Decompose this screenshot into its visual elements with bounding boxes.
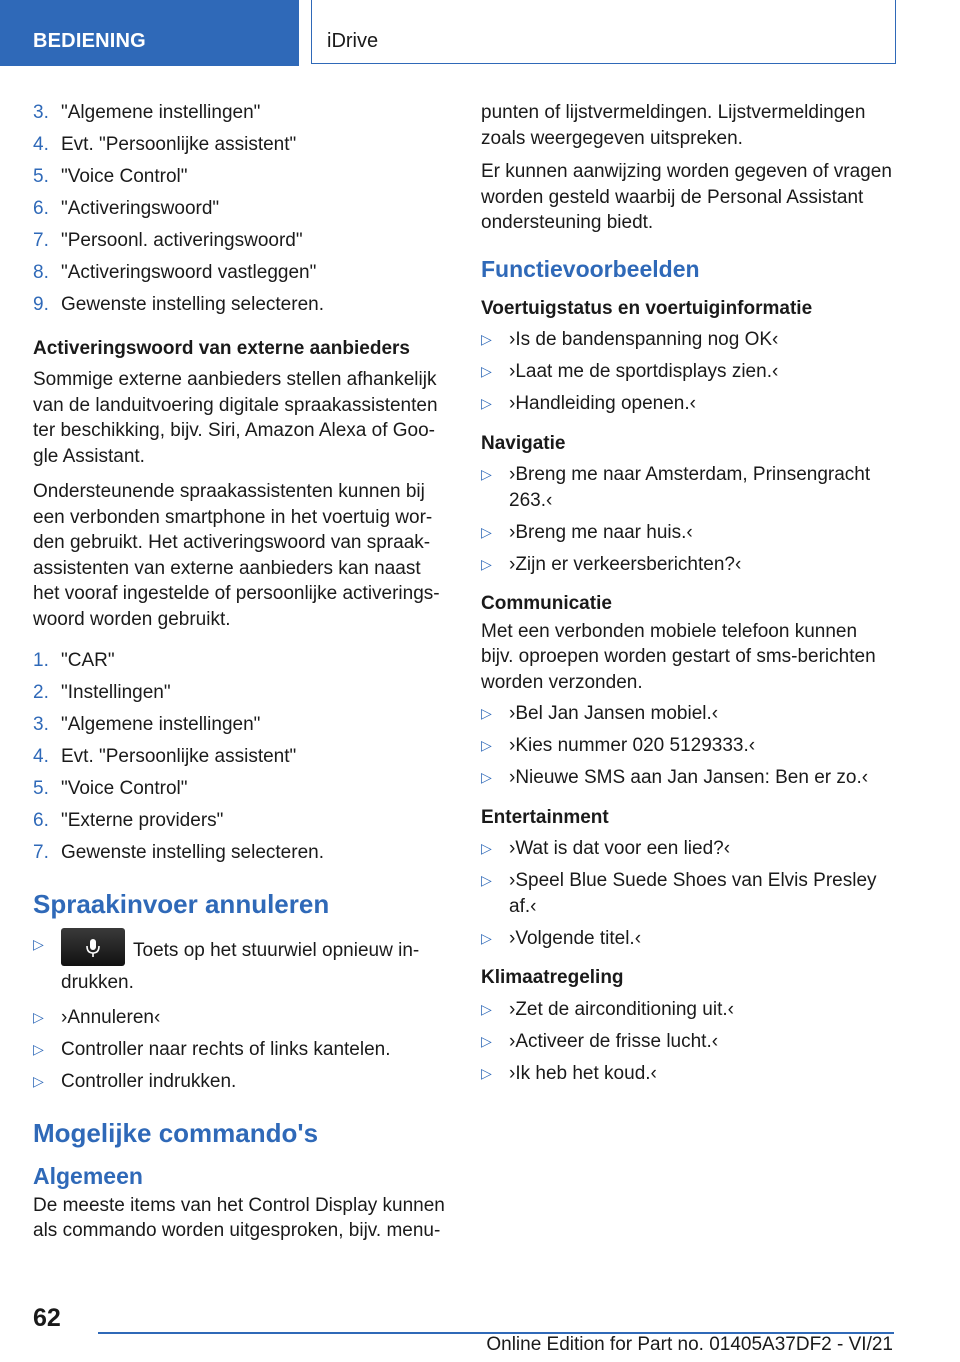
triangle-right-icon: ▷: [33, 935, 44, 952]
triangle-right-icon: ▷: [481, 1032, 492, 1049]
list-item: ▷ ›Breng me naar Amsterdam, Prinsengracht 263.‹: [481, 462, 893, 513]
triangle-right-icon: ▷: [481, 769, 492, 785]
navigation-heading: Navigatie: [481, 432, 566, 454]
general-paragraph: De meeste items van het Control Display kunnen als commando worden uitgesproken, bijv. menu-: [33, 1194, 445, 1241]
climate-list: [481, 997, 893, 1087]
footer-edition: Online Edition for Part no. 01405A37DF2 - VI/21: [486, 1334, 893, 1355]
page-number: 62: [33, 1304, 61, 1332]
triangle-right-icon: ▷: [481, 929, 492, 946]
header-chapter-tab: iDrive: [311, 0, 896, 64]
triangle-right-icon: ▷: [33, 1073, 44, 1089]
list-item: ▷ Toets op het stuurwiel opnieuw in-drukken.: [33, 932, 449, 996]
list-item: 3. "Algemene instellingen": [33, 102, 261, 123]
list-item: 8. "Activeringswoord vastleggen": [33, 262, 317, 283]
list-item: ▷ ›Zet de airconditioning uit.‹: [481, 997, 893, 1023]
microphone-button-image: [61, 928, 125, 966]
climate-heading: Klimaatregeling: [481, 967, 624, 988]
list-item: 7. "Persoonl. activeringswoord": [33, 230, 303, 251]
vehicle-heading: Voertuigstatus en voertuiginformatie: [481, 297, 813, 319]
list-item: ▷ Controller naar rechts of links kantelen.: [33, 1037, 449, 1063]
list-item: ▷ ›Laat me de sportdisplays zien.‹: [481, 359, 893, 385]
external-paragraph-2: Ondersteunende spraakassistenten kunnen bij een verbonden smartphone in het voertuig wor-den gebruikt. Het activeringswoord van spraak-assistenten van externe aanbieders kan naast het vooraf ingestelde of persoonlijke activerings-woord worden gebruikt.: [33, 481, 440, 630]
steps-list-a: [33, 100, 449, 318]
examples-heading: Functievoorbeelden: [481, 255, 700, 282]
list-item: 6. "Activeringswoord": [33, 198, 220, 219]
list-item: ▷ ›Ik heb het koud.‹: [481, 1061, 893, 1087]
microphone-icon: [61, 928, 125, 966]
header-section-tab: BEDIENING: [0, 0, 299, 66]
continuation-paragraph-2: Er kunnen aanwijzing worden gegeven of vragen worden gesteld waarbij de Personal Assistant ondersteuning biedt.: [481, 161, 892, 233]
list-item: ▷ ›Kies nummer 020 5129333.‹: [481, 733, 893, 759]
list-item: ▷ ›Handleiding openen.‹: [481, 391, 893, 417]
list-item: ▷ ›Activeer de frisse lucht.‹: [481, 1029, 893, 1055]
list-item: 7. Gewenste instelling selecteren.: [33, 842, 324, 863]
triangle-right-icon: ▷: [33, 1041, 44, 1057]
triangle-right-icon: ▷: [481, 840, 492, 856]
continuation-paragraph-1: punten of lijstvermeldingen. Lijstvermeldingen zoals weergegeven uitspreken.: [481, 102, 866, 149]
entertainment-list: [481, 836, 893, 951]
triangle-right-icon: ▷: [481, 331, 492, 347]
external-paragraph-1: Sommige externe aanbieders stellen afhankelijk van de landuitvoering digitale spraakassistenten ter beschikking, bijv. Siri, Amazon Alexa of Goo-gle Assistant.: [33, 369, 438, 467]
communication-heading: Communicatie: [481, 593, 612, 614]
communication-paragraph: Met een verbonden mobiele telefoon kunnen bijv. oproepen worden gestart of sms-berichten worden verzonden.: [481, 620, 876, 693]
list-item: 3. "Algemene instellingen": [33, 714, 261, 735]
triangle-right-icon: ▷: [481, 363, 492, 379]
triangle-right-icon: ▷: [481, 395, 492, 411]
cancel-heading: Spraakinvoer annuleren: [33, 888, 330, 919]
list-item: ▷ Controller indrukken.: [33, 1069, 449, 1095]
navigation-list: [481, 462, 893, 577]
list-item: 9. Gewenste instelling selecteren.: [33, 294, 324, 315]
triangle-right-icon: ▷: [481, 1000, 492, 1017]
list-item: 6. "Externe providers": [33, 810, 224, 831]
list-item: ▷ ›Volgende titel.‹: [481, 926, 893, 952]
triangle-right-icon: ▷: [481, 523, 492, 540]
list-item: ▷ ›Breng me naar huis.‹: [481, 520, 893, 546]
triangle-right-icon: ▷: [33, 1009, 44, 1025]
commands-heading: Mogelijke commando's: [33, 1117, 319, 1148]
list-item: 4. Evt. "Persoonlijke assistent": [33, 134, 297, 155]
list-item: ▷ ›Bel Jan Jansen mobiel.‹: [481, 701, 893, 727]
steps-list-b: [33, 648, 449, 866]
list-item: 5. "Voice Control": [33, 778, 188, 799]
triangle-right-icon: ▷: [481, 872, 492, 888]
list-item: ▷ ›Nieuwe SMS aan Jan Jansen: Ben er zo.‹: [481, 765, 893, 791]
triangle-right-icon: ▷: [481, 705, 492, 721]
triangle-right-icon: ▷: [481, 466, 492, 482]
triangle-right-icon: ▷: [481, 555, 492, 572]
list-item: 5. "Voice Control": [33, 166, 188, 187]
cancel-list: [33, 932, 449, 1095]
list-item: ▷ ›Wat is dat voor een lied?‹: [481, 836, 893, 862]
list-item: 2. "Instellingen": [33, 682, 171, 703]
list-item: 4. Evt. "Persoonlijke assistent": [33, 746, 297, 767]
list-item: ▷ ›Is de bandenspanning nog OK‹: [481, 327, 893, 353]
communication-list: [481, 701, 893, 791]
triangle-right-icon: ▷: [481, 737, 492, 753]
vehicle-list: [481, 327, 893, 417]
list-item: ▷ ›Speel Blue Suede Shoes van Elvis Presley af.‹: [481, 868, 893, 919]
right-column: [481, 100, 893, 1094]
triangle-right-icon: ▷: [481, 1064, 492, 1081]
list-item: 1. "CAR": [33, 650, 115, 671]
general-heading: Algemeen: [33, 1162, 143, 1189]
list-item: ▷ ›Zijn er verkeersberichten?‹: [481, 552, 893, 578]
external-heading: Activeringswoord van externe aanbieders: [33, 337, 410, 359]
left-column: [33, 100, 449, 1254]
entertainment-heading: Entertainment: [481, 806, 609, 828]
list-item: ▷ ›Annuleren‹: [33, 1005, 449, 1031]
